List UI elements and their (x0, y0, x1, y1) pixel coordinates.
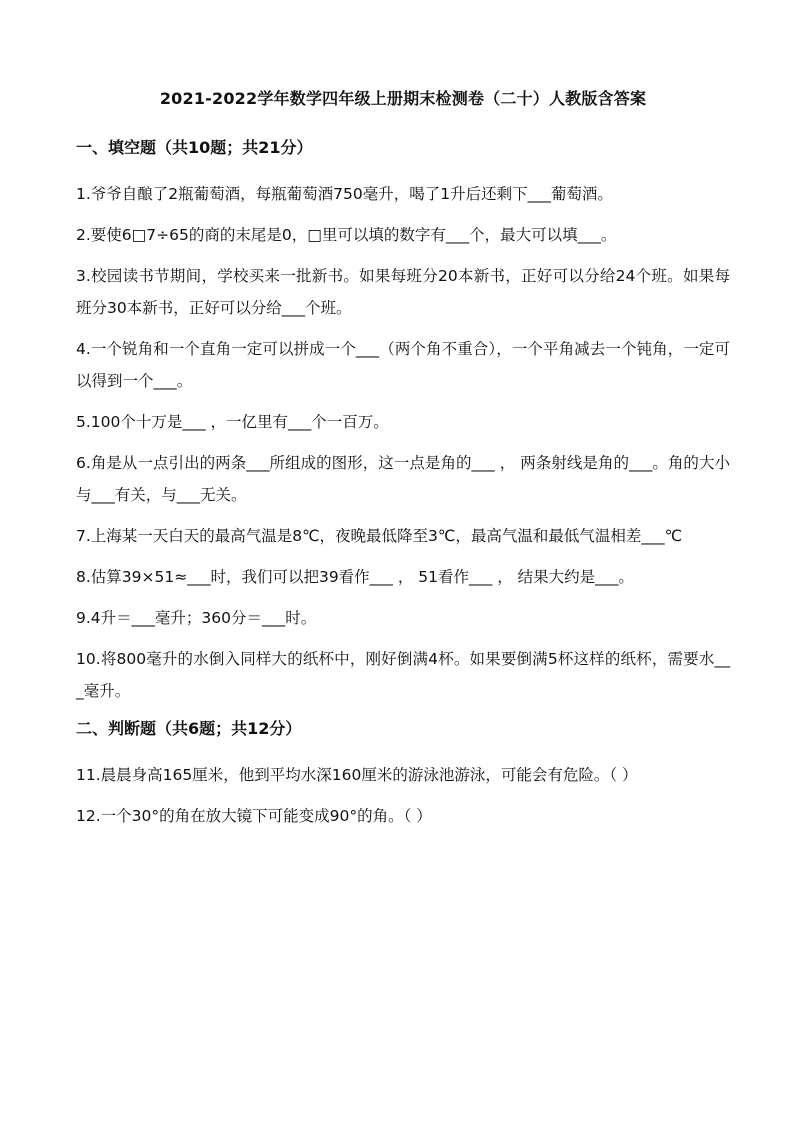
question-9: 9.4升＝___毫升；360分＝___时。 (76, 609, 317, 627)
question-12: 12.一个30°的角在放大镜下可能变成90°的角。（ ） (76, 807, 432, 825)
question-4: 4.一个锐角和一个直角一定可以拼成一个___（两个角不重合），一个平角减去一个钝角，一定可以得到一个___。 (76, 340, 730, 390)
question-11: 11.晨晨身高165厘米，他到平均水深160厘米的游泳池游泳，可能会有危险。（ ） (76, 766, 638, 784)
question-3: 3.校园读书节期间，学校买来一批新书。如果每班分20本新书，正好可以分给24个班。如果每班分30本新书，正好可以分给___个班。 (76, 267, 730, 317)
section-fill-in-blank (76, 135, 730, 707)
question-1: 1.爷爷自酿了2瓶葡萄酒，每瓶葡萄酒750毫升，喝了1升后还剩下___葡萄酒。 (76, 185, 613, 203)
section-heading: 二、判断题（共6题；共12分） (76, 719, 302, 738)
question-8: 8.估算39×51≈___时，我们可以把39看作___ ， 51看作___ ， 结果大约是___。 (76, 568, 634, 586)
document-title: 2021-2022学年数学四年级上册期末检测卷（二十）人教版含答案 (159, 89, 647, 108)
question-6: 6.角是从一点引出的两条___所组成的图形，这一点是角的___ ， 两条射线是角的___。角的大小与___有关，与___无关。 (76, 454, 730, 504)
question-2: 2.要使6□7÷65的商的末尾是0，□里可以填的数字有___个，最大可以填___。 (76, 226, 617, 244)
question-5: 5.100个十万是___ ，一亿里有___个一百万。 (76, 413, 389, 431)
section-true-false (76, 716, 730, 832)
section-heading: 一、填空题（共10题；共21分） (76, 138, 313, 157)
question-7: 7.上海某一天白天的最高气温是8℃，夜晚最低降至3℃，最高气温和最低气温相差___℃ (76, 527, 682, 545)
question-10: 10.将800毫升的水倒入同样大的纸杯中，刚好倒满4杯。如果要倒满5杯这样的纸杯，需要水___毫升。 (76, 650, 730, 700)
